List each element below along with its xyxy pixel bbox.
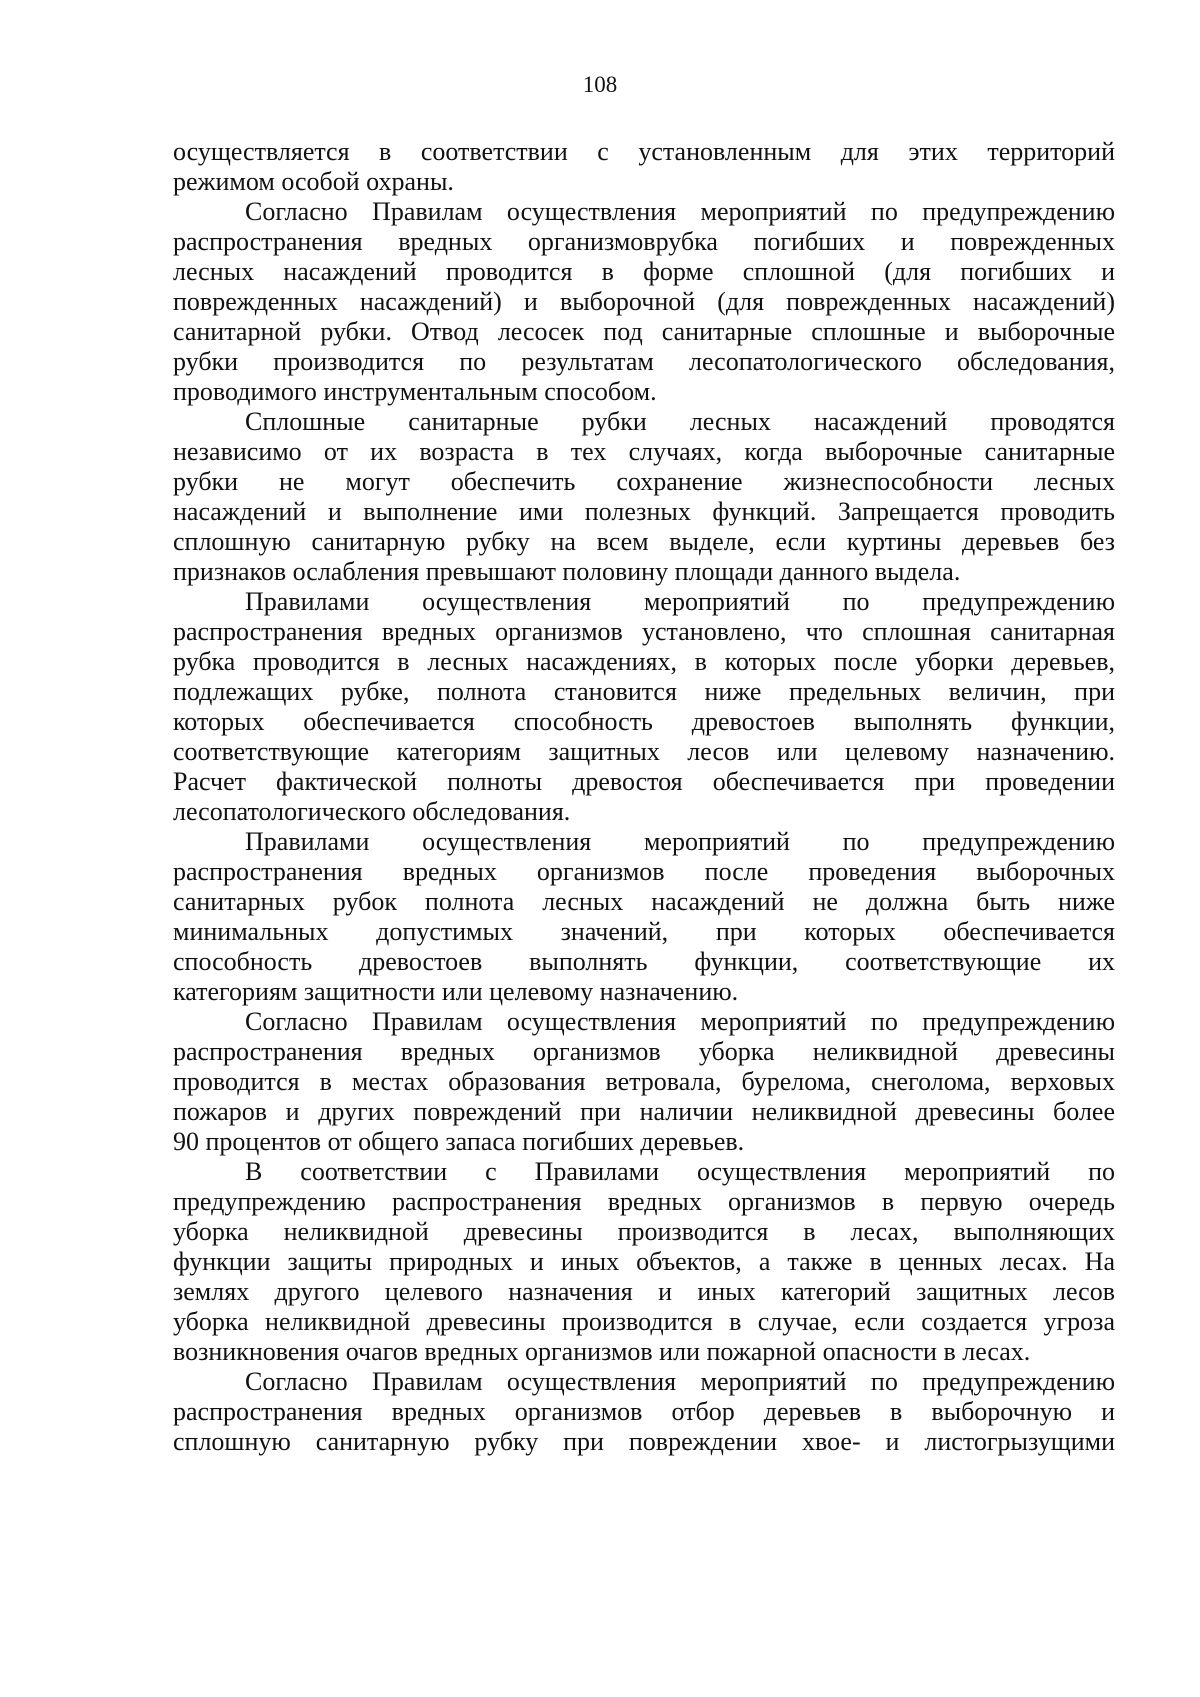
text-line: подлежащих рубке, полнота становится ниже предельных величин, при	[173, 677, 1115, 706]
text-line: распространения вредных организмов уборка неликвидной древесины	[173, 1037, 1115, 1066]
text-line: проводится в местах образования ветровала, бурелома, снеголома, верховых	[173, 1067, 1115, 1096]
text-line: предупреждению распространения вредных организмов в первую очередь	[173, 1187, 1115, 1216]
text-line: категориям защитности или целевому назначению.	[173, 977, 739, 1006]
text-line: соответствующие категориям защитных лесов или целевому назначению.	[173, 737, 1115, 766]
text-line: уборка неликвидной древесины производится в случае, если создается угроза	[173, 1307, 1115, 1336]
paragraph	[173, 197, 1115, 407]
text-line: Расчет фактической полноты древостоя обеспечивается при проведении	[173, 767, 1115, 796]
text-line: Сплошные санитарные рубки лесных насаждений проводятся	[245, 407, 1115, 436]
text-line: сплошную санитарную рубку на всем выделе, если куртины деревьев без	[173, 527, 1115, 556]
text-line: Правилами осуществления мероприятий по предупреждению	[245, 587, 1115, 616]
text-line: распространения вредных организмоврубка погибших и поврежденных	[173, 227, 1115, 256]
text-line: распространения вредных организмов отбор деревьев в выборочную и	[173, 1397, 1115, 1426]
text-line: санитарной рубки. Отвод лесосек под санитарные сплошные и выборочные	[173, 317, 1115, 346]
page-number: 108	[582, 72, 618, 97]
text-line: режимом особой охраны.	[173, 167, 454, 196]
text-line: лесопатологического обследования.	[173, 797, 571, 826]
text-line: распространения вредных организмов установлено, что сплошная санитарная	[173, 617, 1115, 646]
text-line: Согласно Правилам осуществления мероприятий по предупреждению	[245, 1367, 1115, 1396]
text-line: 90 процентов от общего запаса погибших деревьев.	[173, 1127, 745, 1156]
text-line: землях другого целевого назначения и иных категорий защитных лесов	[173, 1277, 1115, 1306]
text-line: проводимого инструментальным способом.	[173, 377, 657, 406]
text-line: насаждений и выполнение ими полезных функций. Запрещается проводить	[173, 497, 1115, 526]
paragraph	[173, 827, 1115, 1007]
text-line: сплошную санитарную рубку при повреждении хвое- и листогрызущими	[173, 1427, 1115, 1456]
text-line: рубки производится по результатам лесопатологического обследования,	[173, 347, 1115, 376]
text-line: способность древостоев выполнять функции, соответствующие их	[173, 947, 1115, 976]
text-line: распространения вредных организмов после проведения выборочных	[173, 857, 1115, 886]
text-line: рубка проводится в лесных насаждениях, в которых после уборки деревьев,	[173, 647, 1115, 676]
text-line: санитарных рубок полнота лесных насаждений не должна быть ниже	[173, 887, 1115, 916]
text-line: поврежденных насаждений) и выборочной (для поврежденных насаждений)	[173, 287, 1115, 316]
text-line: Согласно Правилам осуществления мероприятий по предупреждению	[245, 1007, 1115, 1036]
text-line: лесных насаждений проводится в форме сплошной (для погибших и	[173, 257, 1115, 286]
paragraph	[173, 407, 1115, 587]
text-line: осуществляется в соответствии с установленным для этих территорий	[173, 137, 1115, 166]
document-body	[173, 137, 1115, 1457]
paragraph	[173, 587, 1115, 827]
text-line: функции защиты природных и иных объектов, а также в ценных лесах. На	[173, 1247, 1115, 1276]
text-line: Правилами осуществления мероприятий по предупреждению	[245, 827, 1115, 856]
paragraph	[173, 1367, 1115, 1457]
paragraph	[173, 1007, 1115, 1157]
text-line: признаков ослабления превышают половину площади данного выдела.	[173, 557, 961, 586]
text-line: пожаров и других повреждений при наличии неликвидной древесины более	[173, 1097, 1115, 1126]
paragraph	[173, 1157, 1115, 1367]
text-line: которых обеспечивается способность древостоев выполнять функции,	[173, 707, 1115, 736]
text-line: возникновения очагов вредных организмов или пожарной опасности в лесах.	[173, 1337, 1031, 1366]
text-line: В соответствии с Правилами осуществления мероприятий по	[245, 1157, 1115, 1186]
text-line: независимо от их возраста в тех случаях, когда выборочные санитарные	[173, 437, 1115, 466]
text-line: рубки не могут обеспечить сохранение жизнеспособности лесных	[173, 467, 1115, 496]
text-line: минимальных допустимых значений, при которых обеспечивается	[173, 917, 1115, 946]
paragraph	[173, 137, 1115, 197]
text-line: уборка неликвидной древесины производится в лесах, выполняющих	[173, 1217, 1115, 1246]
text-line: Согласно Правилам осуществления мероприятий по предупреждению	[245, 197, 1115, 226]
